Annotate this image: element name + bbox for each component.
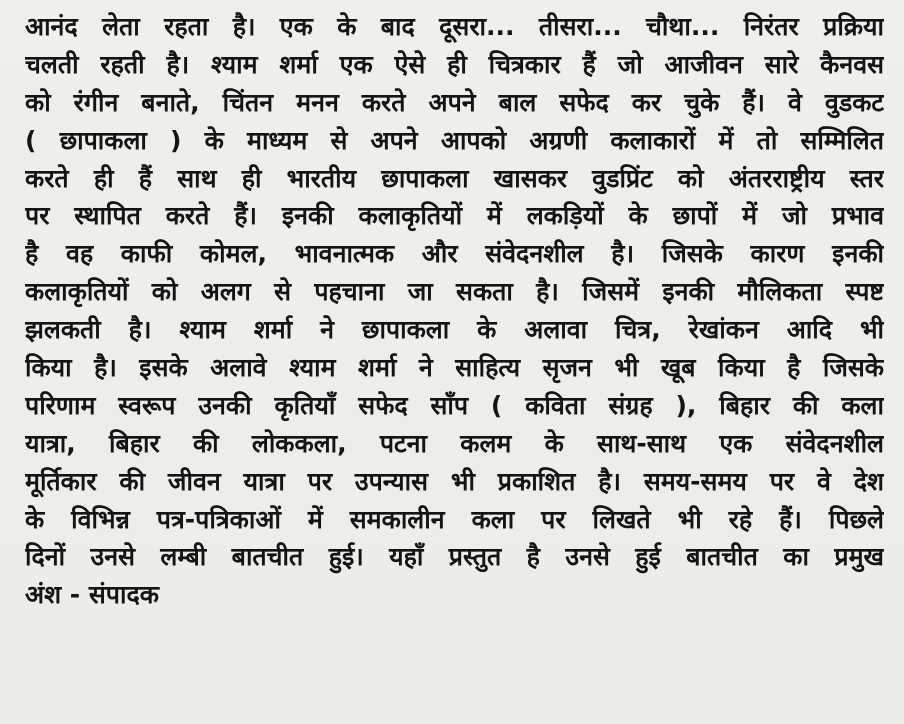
text-line: आनंद लेता रहता है। एक के बाद दूसरा... तीसरा... चौथा... निरंतर प्रक्रिया: [25, 12, 884, 41]
editor-signoff: अंश - संपादक: [25, 580, 159, 610]
body-paragraph: [25, 8, 884, 614]
text-line: पर स्थापित करते हैं। इनकी कलाकृतियों में लकड़ियों के छापों में जो प्रभाव: [25, 201, 884, 231]
text-line: चलती रहती है। श्याम शर्मा एक ऐसे ही चित्रकार हैं जो आजीवन सारे कैनवस: [25, 49, 884, 79]
text-line: दिनों उनसे लम्बी बातचीत हुई। यहाँ प्रस्तुत है उनसे हुई बातचीत का प्रमुख: [25, 542, 884, 572]
text-line: कलाकृतियों को अलग से पहचाना जा सकता है। जिसमें इनकी मौलिकता स्पष्ट: [25, 277, 884, 307]
text-line: है वह काफी कोमल, भावनात्मक और संवेदनशील है। जिसके कारण इनकी: [25, 239, 884, 269]
text-line: को रंगीन बनाते, चिंतन मनन करते अपने बाल सफेद कर चुके हैं। वे वुडकट: [25, 87, 884, 117]
text-line: परिणाम स्वरूप उनकी कृतियाँ सफेद साँप ( कविता संग्रह ), बिहार की कला: [25, 390, 884, 420]
text-line: के विभिन्न पत्र-पत्रिकाओं में समकालीन कला पर लिखते भी रहे हैं। पिछले: [25, 504, 884, 534]
text-line: किया है। इसके अलावे श्याम शर्मा ने साहित्य सृजन भी खूब किया है जिसके: [25, 353, 884, 383]
text-line: करते ही हैं साथ ही भारतीय छापाकला खासकर वुडप्रिंट को अंतरराष्ट्रीय स्तर: [25, 163, 884, 193]
text-line: यात्रा, बिहार की लोककला, पटना कलम के साथ-साथ एक संवेदनशील: [25, 428, 884, 458]
text-line: ( छापाकला ) के माध्यम से अपने आपको अग्रणी कलाकारों में तो सम्मिलित: [25, 125, 884, 155]
text-line: मूर्तिकार की जीवन यात्रा पर उपन्यास भी प्रकाशित है। समय-समय पर वे देश: [25, 466, 884, 496]
text-line: झलकती है। श्याम शर्मा ने छापाकला के अलावा चित्र, रेखांकन आदि भी: [25, 315, 884, 345]
